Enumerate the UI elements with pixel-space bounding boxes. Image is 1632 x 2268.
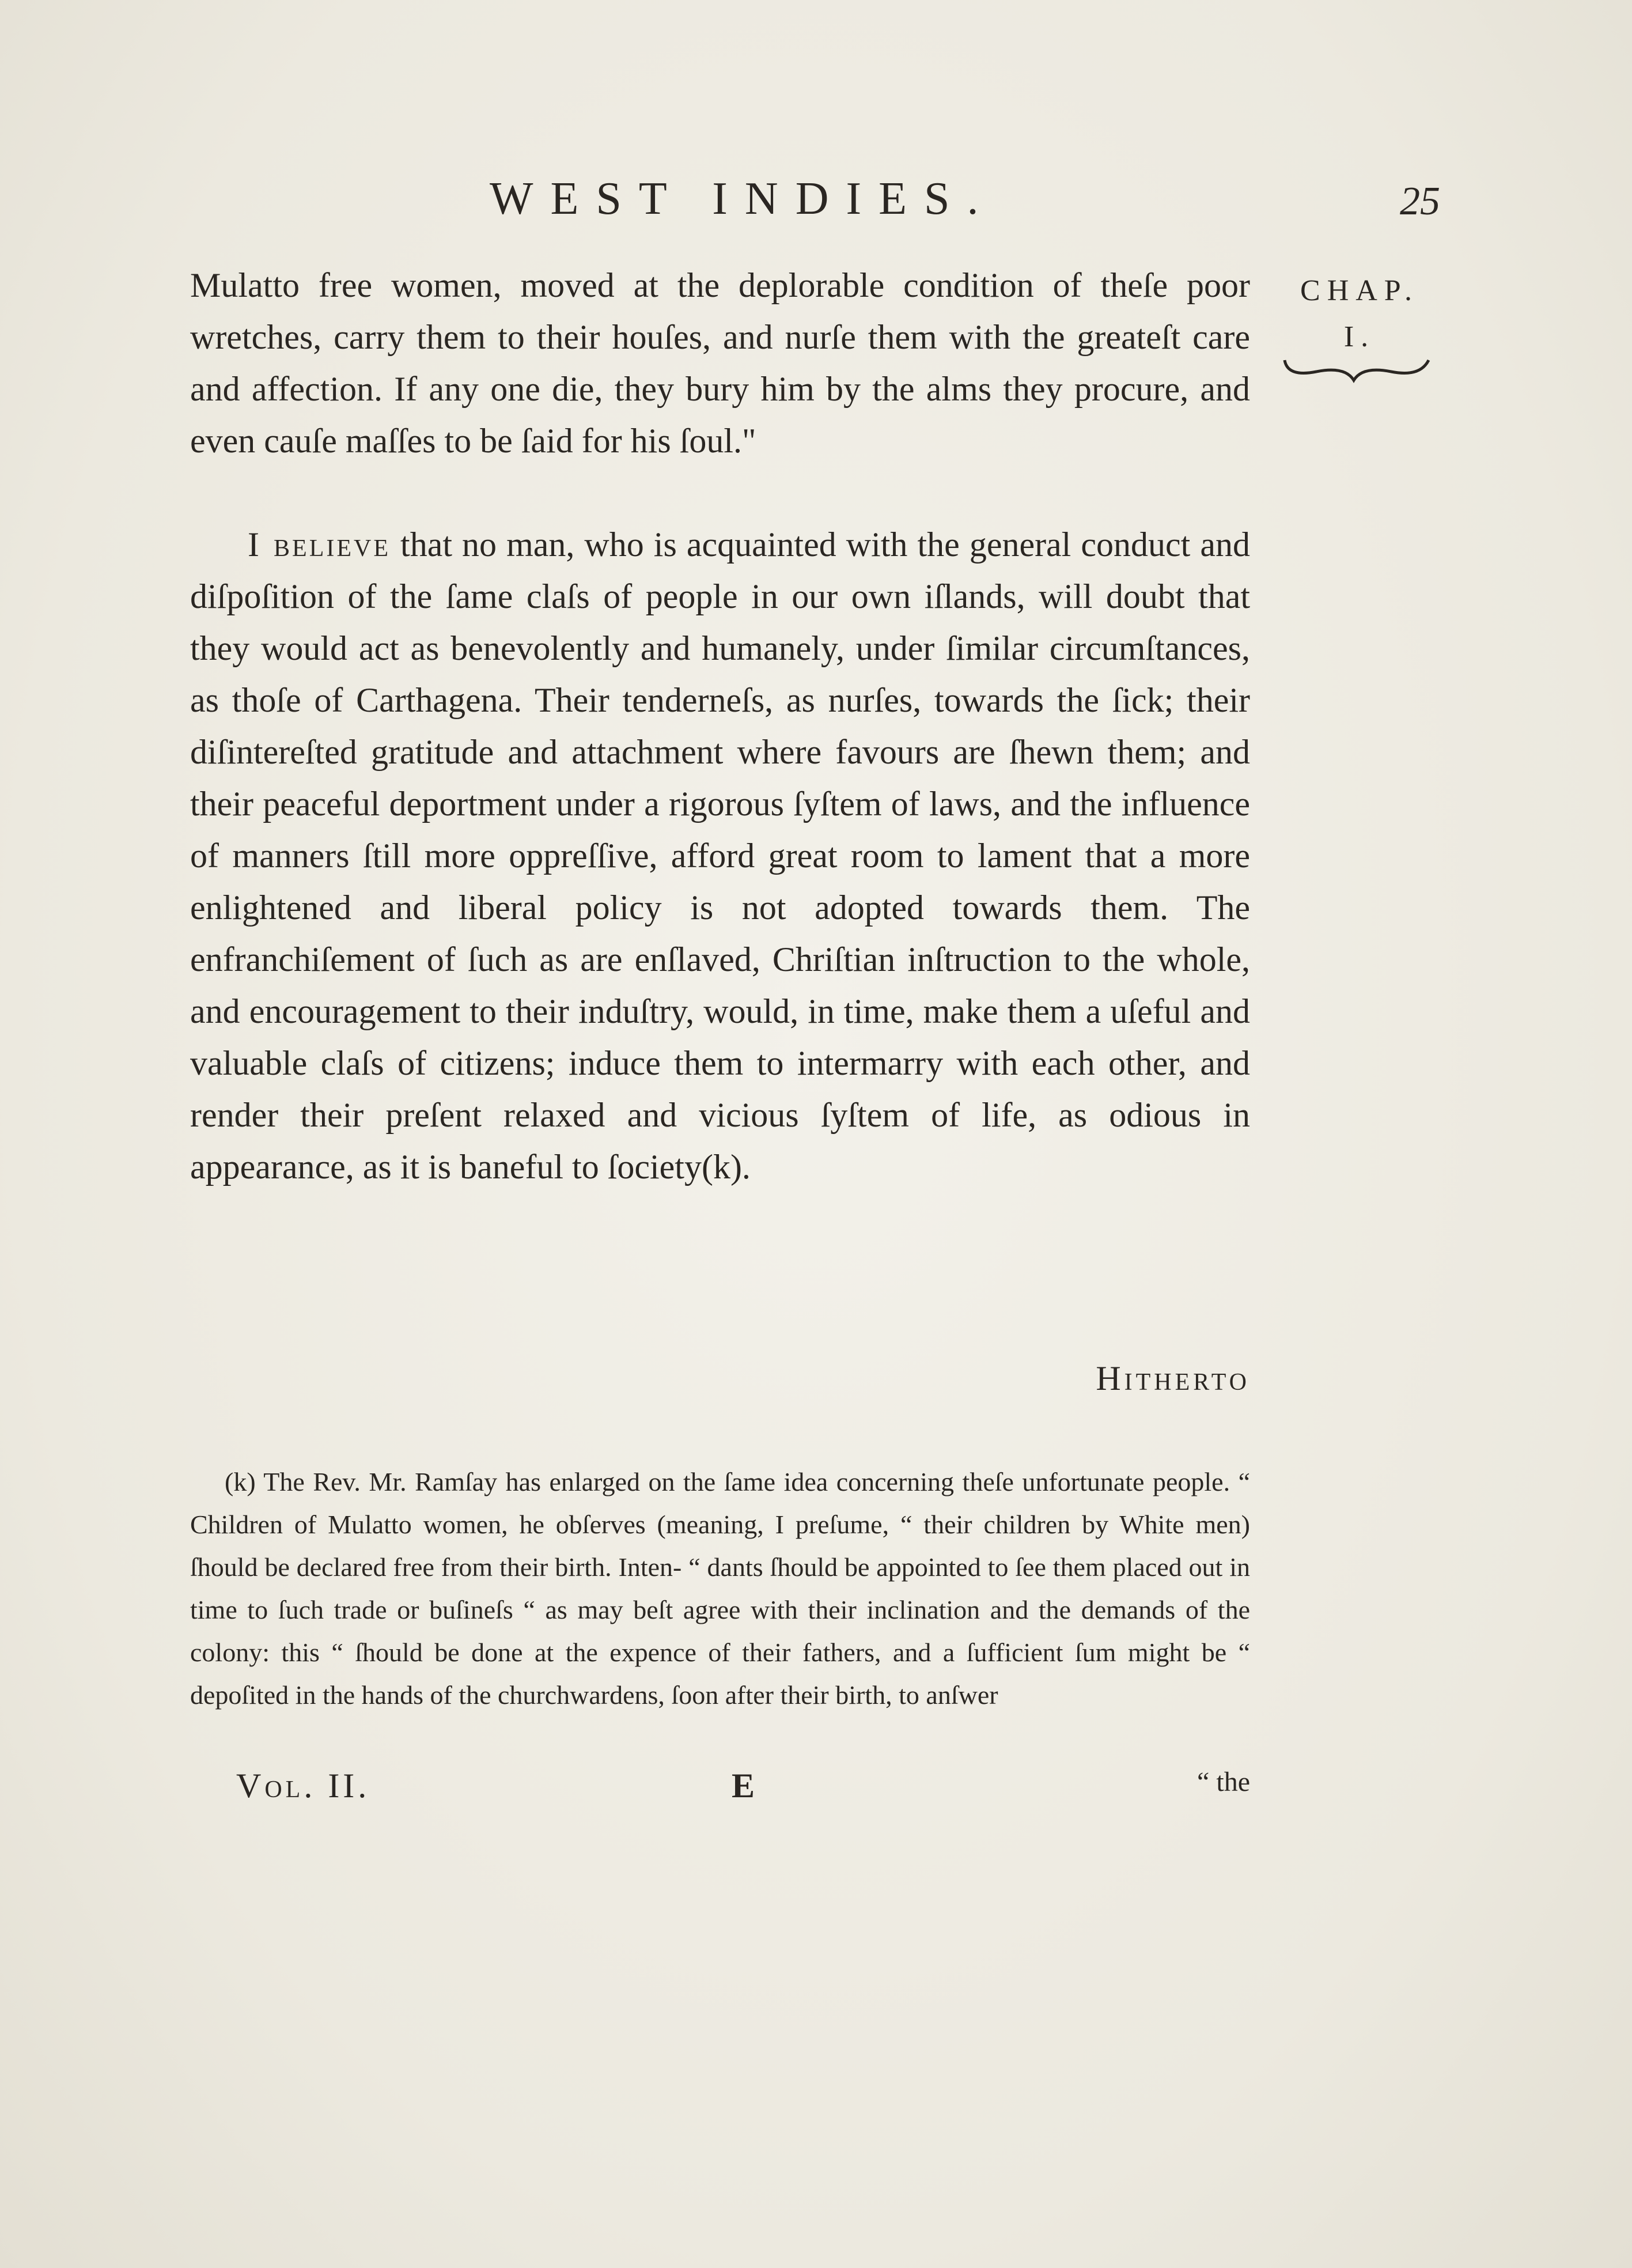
signature-mark: E: [732, 1767, 755, 1805]
chapter-number: I.: [1343, 320, 1376, 353]
running-title: WEST INDIES.: [490, 173, 996, 224]
page-number: 25: [1400, 179, 1440, 224]
paragraph-1: Mulatto free women, moved at the deplorable condition of theſe poor wretches, carry them to their houſes, and nurſe them with the greateſt care and affection. If any one die, they bury him by the alms they procure, and even cauſe maſſes to be ſaid for his ſoul.": [190, 266, 1250, 460]
running-head: [190, 173, 1457, 242]
paragraph-2-text: that no man, who is acquainted with the general conduct and diſpoſition of the ſame claſs of people in our own iſlands, will doubt that they would act as benevolently and humanely, under ſimilar circumſtances, as thoſe of Carthagena. Their tenderneſs, as nurſes, towards the ſick; their diſintereſted gratitude and attachment where favours are ſhewn them; and their peaceful deportment under a rigorous ſyſtem of laws, and the influence of manners ſtill more oppreſſive, afford great room to lament that a more enlightened and liberal policy is not adopted towards them. The enfranchiſement of ſuch as are enſlaved, Chriſtian inſtruction to the whole, and encouragement to their induſtry, would, in time, make them a uſeful and valuable claſs of citizens; induce them to intermarry with each other, and render their preſent relaxed and vicious ſyſtem of life, as odious in appearance, as it is baneful to ſociety(k).: [190, 526, 1251, 1186]
volume-label: Vol. II.: [236, 1767, 370, 1805]
main-text: [190, 259, 1250, 1193]
paragraph-2-lead: I believe: [248, 526, 391, 564]
catchword: Hitherto: [1096, 1359, 1250, 1397]
footnote-catchword: “ the: [1197, 1767, 1250, 1797]
footnote: [190, 1461, 1250, 1717]
chapter-margin-note: [1279, 268, 1440, 360]
footnote-text: (k) The Rev. Mr. Ramſay has enlarged on the ſame idea concerning theſe unfortunate people. “ Children of Mulatto women, he obſerves (meaning, I preſume, “ their children by White men) ſhould be declared free from their birth. Inten- “ dants ſhould be appointed to ſee them placed out in time to ſuch trade or buſineſs “ as may beſt agree with their inclination and the demands of the colony: this “ ſhould be done at the expence of their fathers, and a ſufficient ſum might be “ depoſited in the hands of the churchwardens, ſoon after their birth, to anſwer: [190, 1467, 1250, 1710]
brace-ornament: [1282, 354, 1432, 383]
signature-line: [236, 1766, 1250, 1812]
paragraph-2: [190, 519, 1250, 1193]
chapter-label: CHAP.: [1300, 274, 1419, 307]
